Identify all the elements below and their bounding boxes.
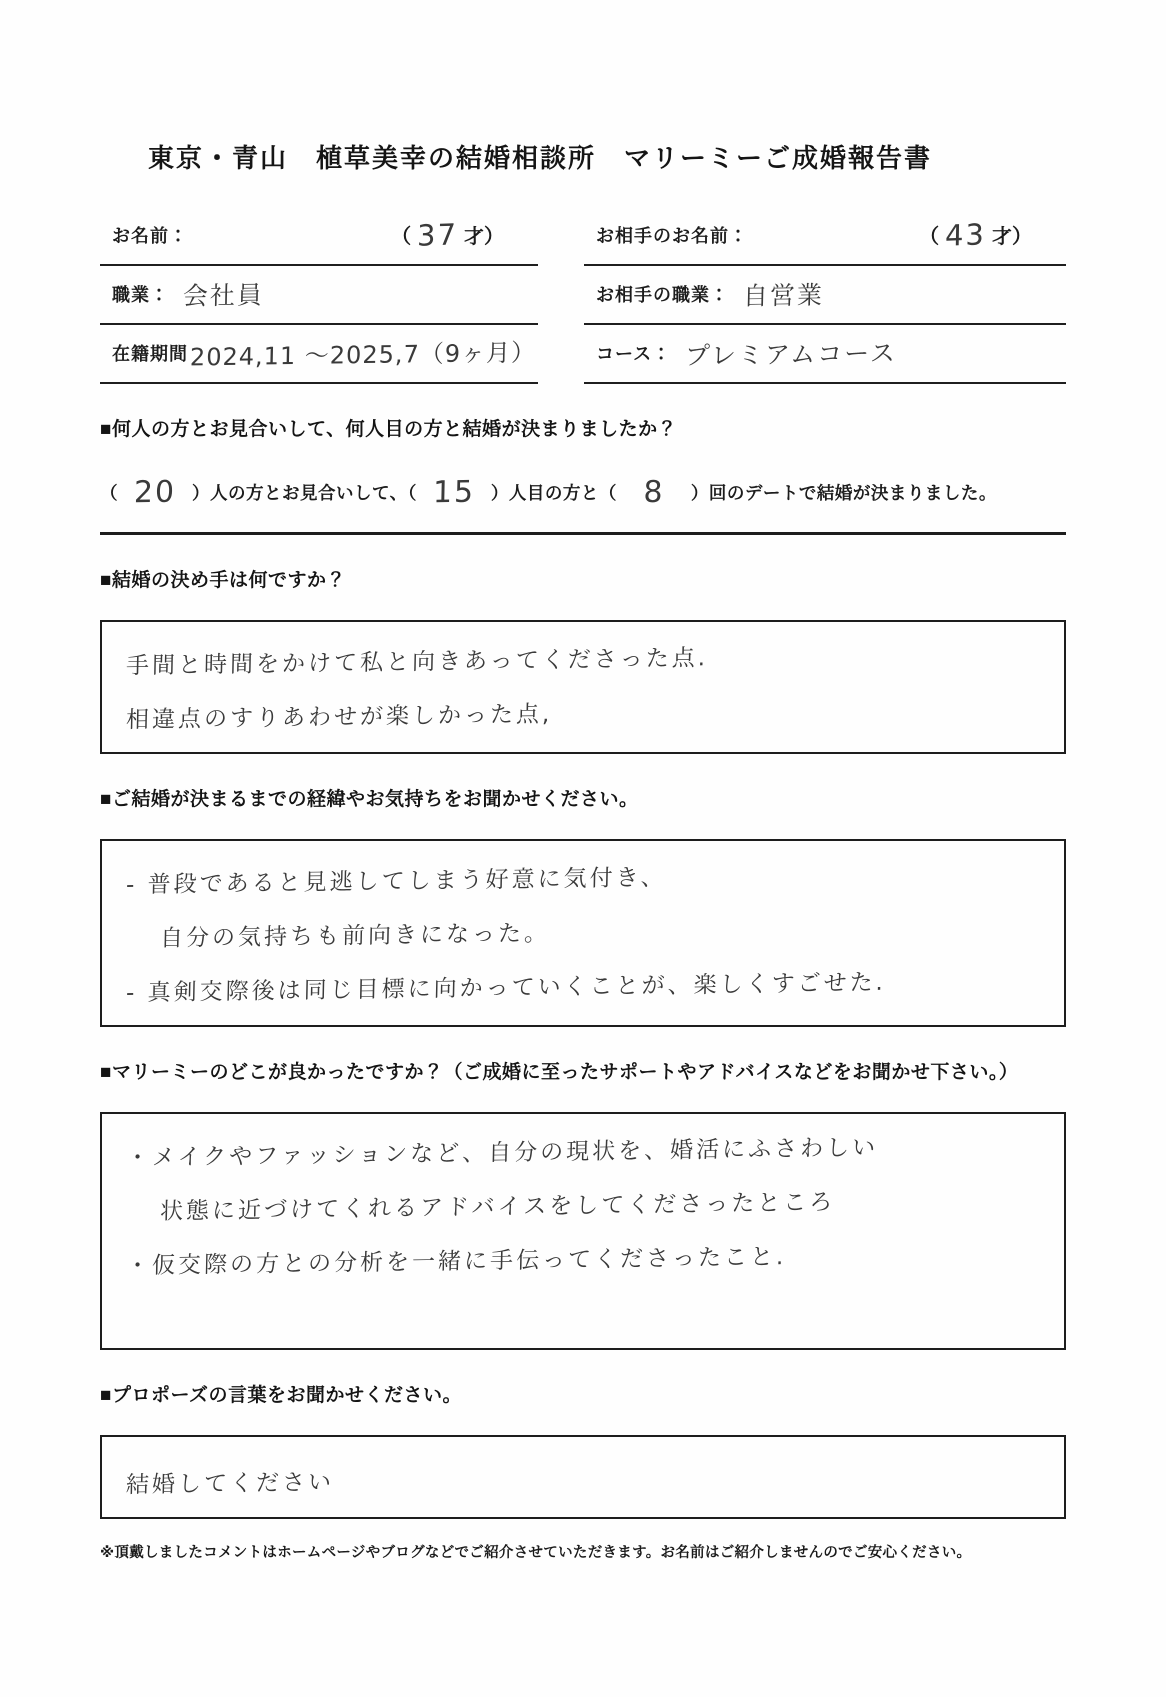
profile-column-partner	[584, 207, 1066, 384]
handwritten-line: ・メイクやファッションなど、自分の現状を、婚活にふさわしい	[125, 1134, 879, 1172]
own-age-group	[391, 218, 504, 252]
course-value: プレミアムコース	[684, 338, 898, 370]
name-label: お名前：	[112, 225, 188, 246]
answer-open-paren: （	[100, 483, 118, 503]
course-row	[584, 325, 1066, 384]
handwritten-line: 自分の気持ちも前向きになった。	[159, 920, 551, 952]
handwritten-line: ・仮交際の方との分析を一緒に手伝ってくださったこと.	[125, 1244, 787, 1280]
section-divider-rule	[100, 532, 1066, 535]
occupation-label: 職業：	[112, 284, 169, 305]
partner-occupation-label: お相手の職業：	[596, 284, 729, 305]
decision-answer-box	[100, 620, 1066, 754]
occupation-value: 会社員	[182, 279, 265, 311]
marrymee-answer-box	[100, 1112, 1066, 1350]
privacy-footer-note: ※頂戴しましたコメントはホームページやブログなどでご紹介させていただきます。お名前はご紹介しませんのでご安心ください。	[100, 1545, 972, 1561]
handwritten-line: 結婚してください	[125, 1469, 335, 1499]
question-proposal-heading: ■プロポーズの言葉をお聞かせください。	[100, 1385, 463, 1406]
profile-table	[100, 207, 1066, 384]
partner-name-row	[584, 207, 1066, 266]
partner-occupation-row	[584, 266, 1066, 325]
occupation-row	[100, 266, 538, 325]
handwritten-line: 手間と時間をかけて私と向きあってくださった点.	[125, 645, 709, 680]
period-label: 在籍期間	[112, 343, 188, 364]
handwritten-line: - 普段であると見逃してしまう好意に気付き、	[125, 864, 667, 899]
num-person-order: 15	[432, 474, 476, 511]
question-omiai-heading: ■何人の方とお見合いして、何人目の方と結婚が決まりましたか？	[100, 419, 678, 440]
age-open-paren: （	[919, 226, 940, 248]
num-people-met: 20	[133, 474, 177, 511]
handwritten-line: - 真剣交際後は同じ目標に向かっていくことが、楽しくすごせた.	[125, 969, 887, 1007]
question-decision-heading: ■結婚の決め手は何ですか？	[100, 570, 346, 591]
name-row	[100, 207, 538, 266]
handwritten-line: 相違点のすりあわせが楽しかった点,	[125, 701, 553, 734]
handwritten-line: 状態に近づけてくれるアドバイスをしてくださったところ	[159, 1189, 836, 1225]
omiai-answer-line	[100, 475, 1066, 510]
answer-closing-text: ）回のデートで結婚が決まりました。	[690, 483, 997, 503]
answer-mid-text-2: ）人目の方と（	[490, 483, 617, 503]
answer-mid-text-1: ）人の方とお見合いして、（	[192, 483, 417, 503]
period-row	[100, 325, 538, 384]
age-open-paren: （	[391, 226, 412, 248]
partner-age-value: 43	[944, 216, 987, 253]
partner-name-label: お相手のお名前：	[596, 225, 748, 246]
page-title: 東京・青山 植草美幸の結婚相談所 マリーミーご成婚報告書	[148, 143, 933, 173]
num-dates: 8	[642, 474, 665, 511]
question-feelings-heading: ■ご結婚が決まるまでの経緯やお気持ちをお聞かせください。	[100, 789, 639, 810]
feelings-answer-box	[100, 839, 1066, 1027]
period-value: 2024,11 ～2025,7（9ヶ月）	[189, 338, 537, 372]
partner-occupation-value: 自営業	[742, 279, 825, 311]
age-close-paren: 才）	[464, 226, 504, 248]
course-label: コース：	[596, 343, 672, 364]
question-marrymee-heading: ■マリーミーのどこが良かったですか？（ご成婚に至ったサポートやアドバイスなどをお聞かせ下さい。）	[100, 1062, 1019, 1083]
age-close-paren: 才）	[992, 226, 1032, 248]
own-age-value: 37	[416, 216, 459, 253]
partner-age-group	[919, 218, 1032, 252]
proposal-answer-box	[100, 1435, 1066, 1519]
profile-column-self	[100, 207, 538, 384]
